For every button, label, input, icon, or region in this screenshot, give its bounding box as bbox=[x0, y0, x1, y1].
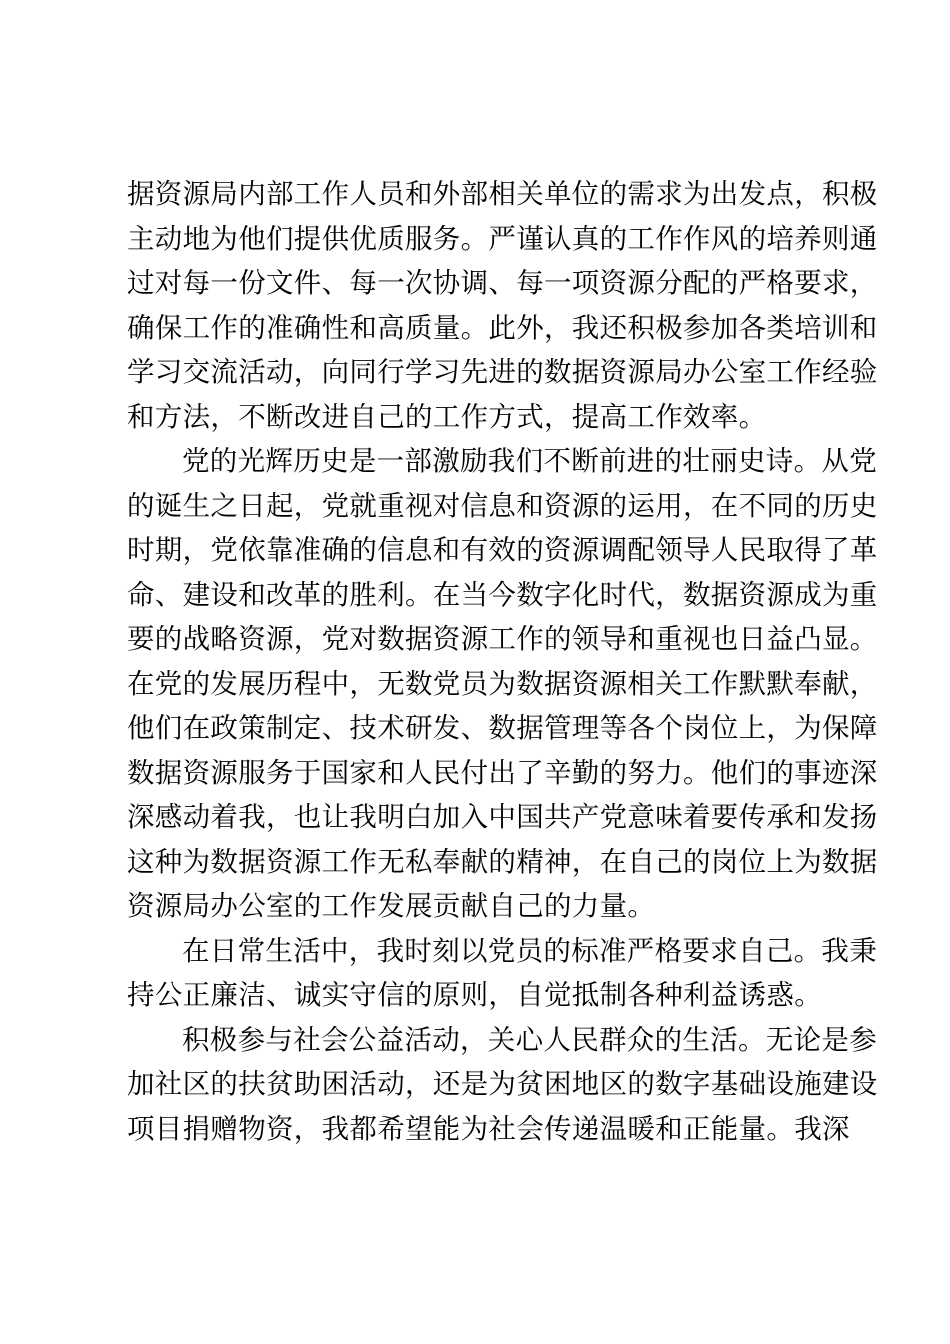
text-line: 学习交流活动，向同行学习先进的数据资源局办公室工作经验 bbox=[127, 356, 878, 388]
text-line: 加社区的扶贫助困活动，还是为贫困地区的数字基础设施建设 bbox=[127, 1068, 878, 1100]
text-line: 据资源局内部工作人员和外部相关单位的需求为出发点，积极 bbox=[127, 178, 878, 210]
text-line: 深感动着我，也让我明白加入中国共产党意味着要传承和发扬 bbox=[127, 801, 878, 833]
text-line: 主动地为他们提供优质服务。严谨认真的工作作风的培养则通 bbox=[127, 222, 878, 255]
paragraph-first-line: 在日常生活中，我时刻以党员的标准严格要求自己。我秉 bbox=[182, 934, 877, 967]
text-line: 这种为数据资源工作无私奉献的精神，在自己的岗位上为数据 bbox=[127, 845, 878, 878]
text-line: 和方法，不断改进自己的工作方式，提高工作效率。 bbox=[127, 400, 767, 433]
text-line: 确保工作的准确性和高质量。此外，我还积极参加各类培训和 bbox=[127, 311, 878, 344]
text-line: 资源局办公室的工作发展贡献自己的力量。 bbox=[127, 890, 656, 922]
text-line: 项目捐赠物资，我都希望能为社会传递温暖和正能量。我深 bbox=[127, 1112, 850, 1145]
document-body-text bbox=[127, 172, 878, 1151]
text-line: 数据资源服务于国家和人民付出了辛勤的努力。他们的事迹深 bbox=[127, 756, 878, 789]
text-line: 时期，党依靠准确的信息和有效的资源调配领导人民取得了革 bbox=[127, 534, 878, 566]
text-line: 他们在政策制定、技术研发、数据管理等各个岗位上，为保障 bbox=[127, 712, 878, 744]
text-line: 持公正廉洁、诚实守信的原则，自觉抵制各种利益诱惑。 bbox=[127, 979, 822, 1011]
text-line: 过对每一份文件、每一次协调、每一项资源分配的严格要求， bbox=[127, 267, 878, 299]
paragraph-first-line: 党的光辉历史是一部激励我们不断前进的壮丽史诗。从党 bbox=[182, 445, 877, 477]
text-line: 的诞生之日起，党就重视对信息和资源的运用，在不同的历史 bbox=[127, 489, 878, 522]
text-line: 要的战略资源，党对数据资源工作的领导和重视也日益凸显。 bbox=[127, 623, 878, 655]
text-line: 命、建设和改革的胜利。在当今数字化时代，数据资源成为重 bbox=[127, 578, 878, 611]
paragraph-first-line: 积极参与社会公益活动，关心人民群众的生活。无论是参 bbox=[182, 1023, 877, 1056]
text-line: 在党的发展历程中，无数党员为数据资源相关工作默默奉献， bbox=[127, 667, 878, 700]
